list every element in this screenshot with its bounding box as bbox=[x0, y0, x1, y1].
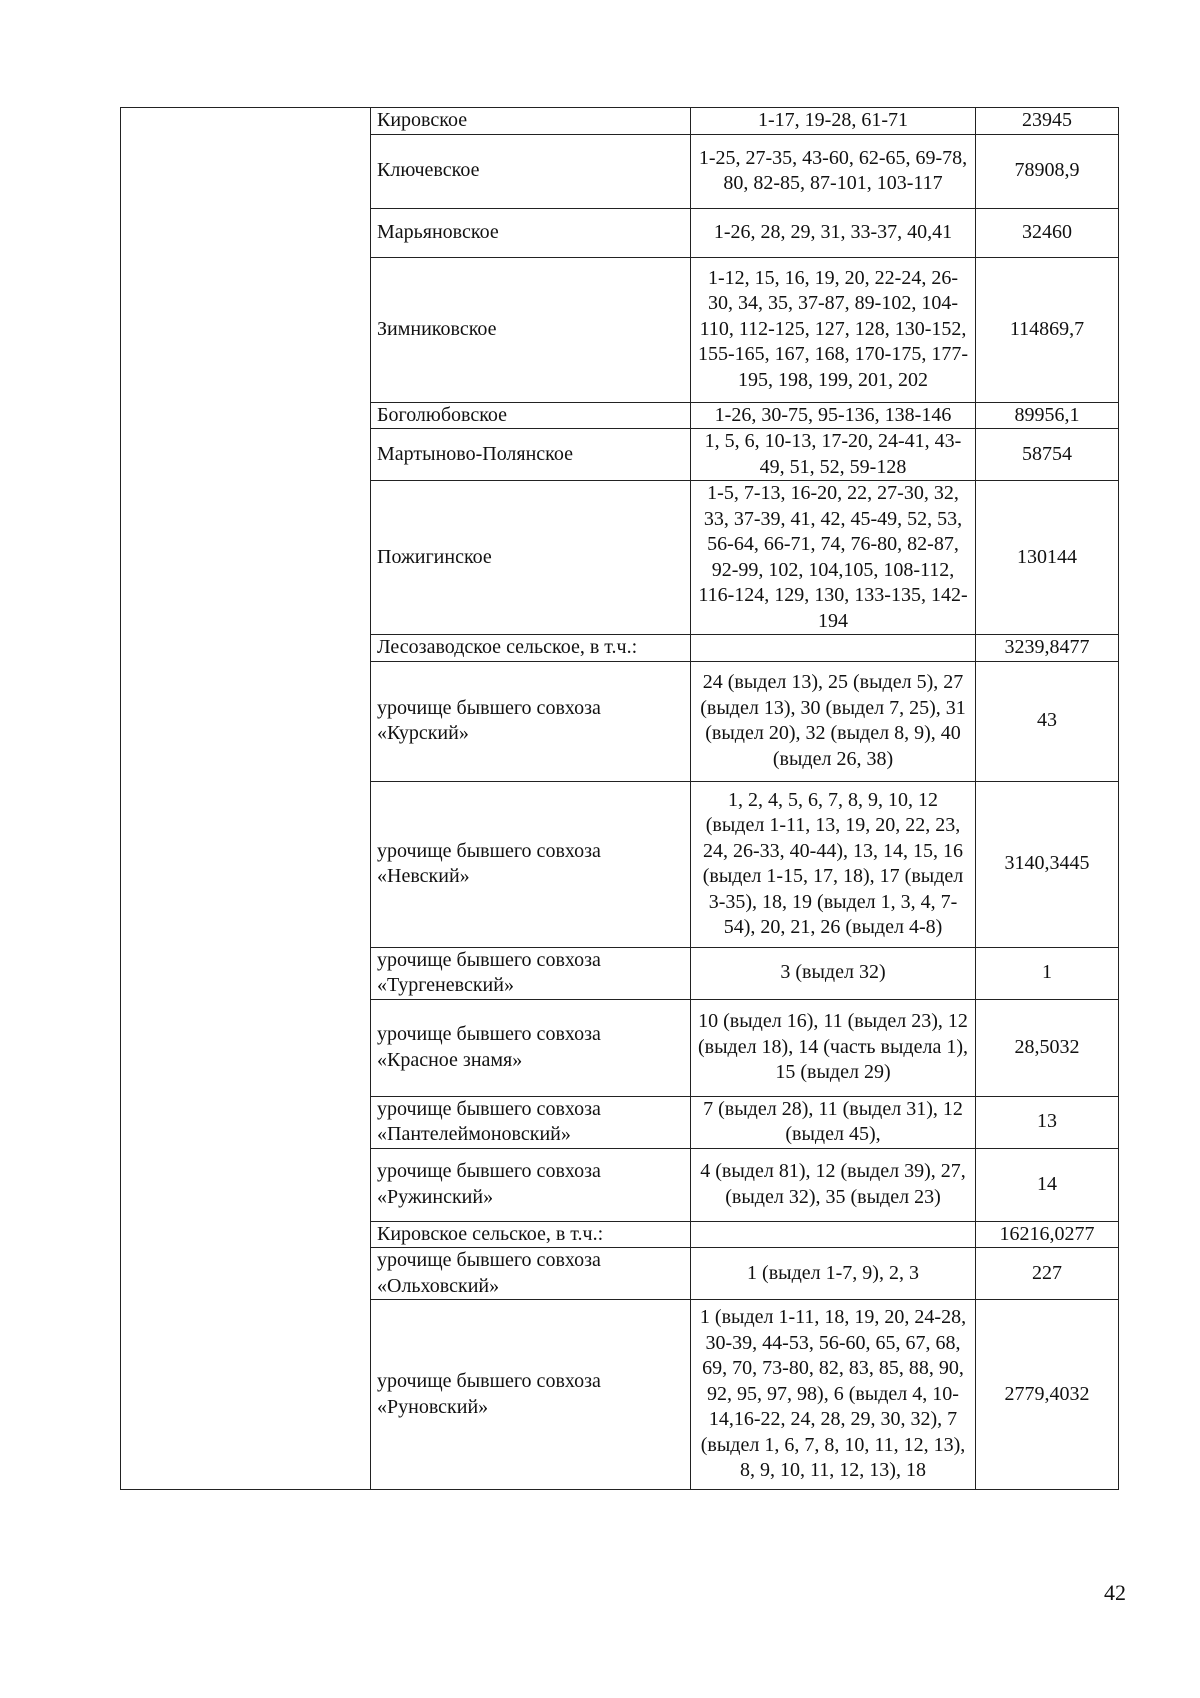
name-cell: Ключевское bbox=[371, 134, 691, 208]
name-cell: Зимниковское bbox=[371, 257, 691, 402]
quarters-cell: 4 (выдел 81), 12 (выдел 39), 27, (выдел 32), 35 (выдел 23) bbox=[691, 1148, 976, 1221]
quarters-cell bbox=[691, 635, 976, 662]
area-cell: 78908,9 bbox=[976, 134, 1119, 208]
area-cell: 58754 bbox=[976, 429, 1119, 481]
area-cell: 3140,3445 bbox=[976, 781, 1119, 947]
quarters-cell: 7 (выдел 28), 11 (выдел 31), 12 (выдел 45), bbox=[691, 1096, 976, 1148]
name-cell: урочище бывшего совхоза «Тургеневский» bbox=[371, 947, 691, 999]
area-cell: 14 bbox=[976, 1148, 1119, 1221]
area-cell: 227 bbox=[976, 1248, 1119, 1300]
name-cell: урочище бывшего совхоза «Ружинский» bbox=[371, 1148, 691, 1221]
area-cell: 3239,8477 bbox=[976, 635, 1119, 662]
quarters-cell: 1, 2, 4, 5, 6, 7, 8, 9, 10, 12 (выдел 1-11, 13, 19, 20, 22, 23, 24, 26-33, 40-44), 13, 14, 15, 16 (выдел 1-15, 17, 18), 17 (выдел 3-35), 18, 19 (выдел 1, 3, 4, 7-54), 20, 21, 26 (выдел 4-8) bbox=[691, 781, 976, 947]
quarters-cell bbox=[691, 1221, 976, 1248]
name-cell: урочище бывшего совхоза «Ольховский» bbox=[371, 1248, 691, 1300]
quarters-cell: 1 (выдел 1-11, 18, 19, 20, 24-28, 30-39, 44-53, 56-60, 65, 67, 68, 69, 70, 73-80, 82, 83, 85, 88, 90, 92, 95, 97, 98), 6 (выдел 4, 10-14,16-22, 24, 28, 29, 30, 32), 7 (выдел 1, 6, 7, 8, 10, 11, 12, 13), 8, 9, 10, 11, 12, 13), 18 bbox=[691, 1300, 976, 1490]
area-cell: 114869,7 bbox=[976, 257, 1119, 402]
name-cell: Пожигинское bbox=[371, 481, 691, 635]
area-cell: 43 bbox=[976, 661, 1119, 781]
area-cell: 16216,0277 bbox=[976, 1221, 1119, 1248]
quarters-cell: 1, 5, 6, 10-13, 17-20, 24-41, 43-49, 51, 52, 59-128 bbox=[691, 429, 976, 481]
quarters-cell: 1-26, 28, 29, 31, 33-37, 40,41 bbox=[691, 208, 976, 257]
name-cell: Кировское сельское, в т.ч.: bbox=[371, 1221, 691, 1248]
quarters-cell: 1-17, 19-28, 61-71 bbox=[691, 108, 976, 135]
area-cell: 23945 bbox=[976, 108, 1119, 135]
quarters-cell: 3 (выдел 32) bbox=[691, 947, 976, 999]
name-cell: Лесозаводское сельское, в т.ч.: bbox=[371, 635, 691, 662]
area-cell: 32460 bbox=[976, 208, 1119, 257]
blank-column-cell bbox=[121, 108, 371, 1490]
name-cell: урочище бывшего совхоза «Пантелеймоновский» bbox=[371, 1096, 691, 1148]
quarters-cell: 1-12, 15, 16, 19, 20, 22-24, 26-30, 34, 35, 37-87, 89-102, 104-110, 112-125, 127, 128, 130-152, 155-165, 167, 168, 170-175, 177-195, 198, 199, 201, 202 bbox=[691, 257, 976, 402]
area-cell: 28,5032 bbox=[976, 999, 1119, 1096]
name-cell: урочище бывшего совхоза «Невский» bbox=[371, 781, 691, 947]
page-number: 42 bbox=[1104, 1580, 1126, 1605]
area-cell: 2779,4032 bbox=[976, 1300, 1119, 1490]
quarters-cell: 1-5, 7-13, 16-20, 22, 27-30, 32, 33, 37-39, 41, 42, 45-49, 52, 53, 56-64, 66-71, 74, 76-80, 82-87, 92-99, 102, 104,105, 108-112, 116-124, 129, 130, 133-135, 142-194 bbox=[691, 481, 976, 635]
area-cell: 13 bbox=[976, 1096, 1119, 1148]
area-cell: 89956,1 bbox=[976, 402, 1119, 429]
table-row bbox=[121, 108, 1119, 135]
name-cell: урочище бывшего совхоза «Руновский» bbox=[371, 1300, 691, 1490]
quarters-cell: 10 (выдел 16), 11 (выдел 23), 12 (выдел 18), 14 (часть выдела 1), 15 (выдел 29) bbox=[691, 999, 976, 1096]
area-cell: 1 bbox=[976, 947, 1119, 999]
land-table bbox=[120, 107, 1119, 1490]
name-cell: Мартыново-Полянское bbox=[371, 429, 691, 481]
name-cell: урочище бывшего совхоза «Красное знамя» bbox=[371, 999, 691, 1096]
quarters-cell: 24 (выдел 13), 25 (выдел 5), 27 (выдел 13), 30 (выдел 7, 25), 31 (выдел 20), 32 (выдел 8, 9), 40 (выдел 26, 38) bbox=[691, 661, 976, 781]
quarters-cell: 1 (выдел 1-7, 9), 2, 3 bbox=[691, 1248, 976, 1300]
name-cell: Кировское bbox=[371, 108, 691, 135]
name-cell: урочище бывшего совхоза «Курский» bbox=[371, 661, 691, 781]
area-cell: 130144 bbox=[976, 481, 1119, 635]
name-cell: Боголюбовское bbox=[371, 402, 691, 429]
quarters-cell: 1-26, 30-75, 95-136, 138-146 bbox=[691, 402, 976, 429]
name-cell: Марьяновское bbox=[371, 208, 691, 257]
quarters-cell: 1-25, 27-35, 43-60, 62-65, 69-78, 80, 82-85, 87-101, 103-117 bbox=[691, 134, 976, 208]
